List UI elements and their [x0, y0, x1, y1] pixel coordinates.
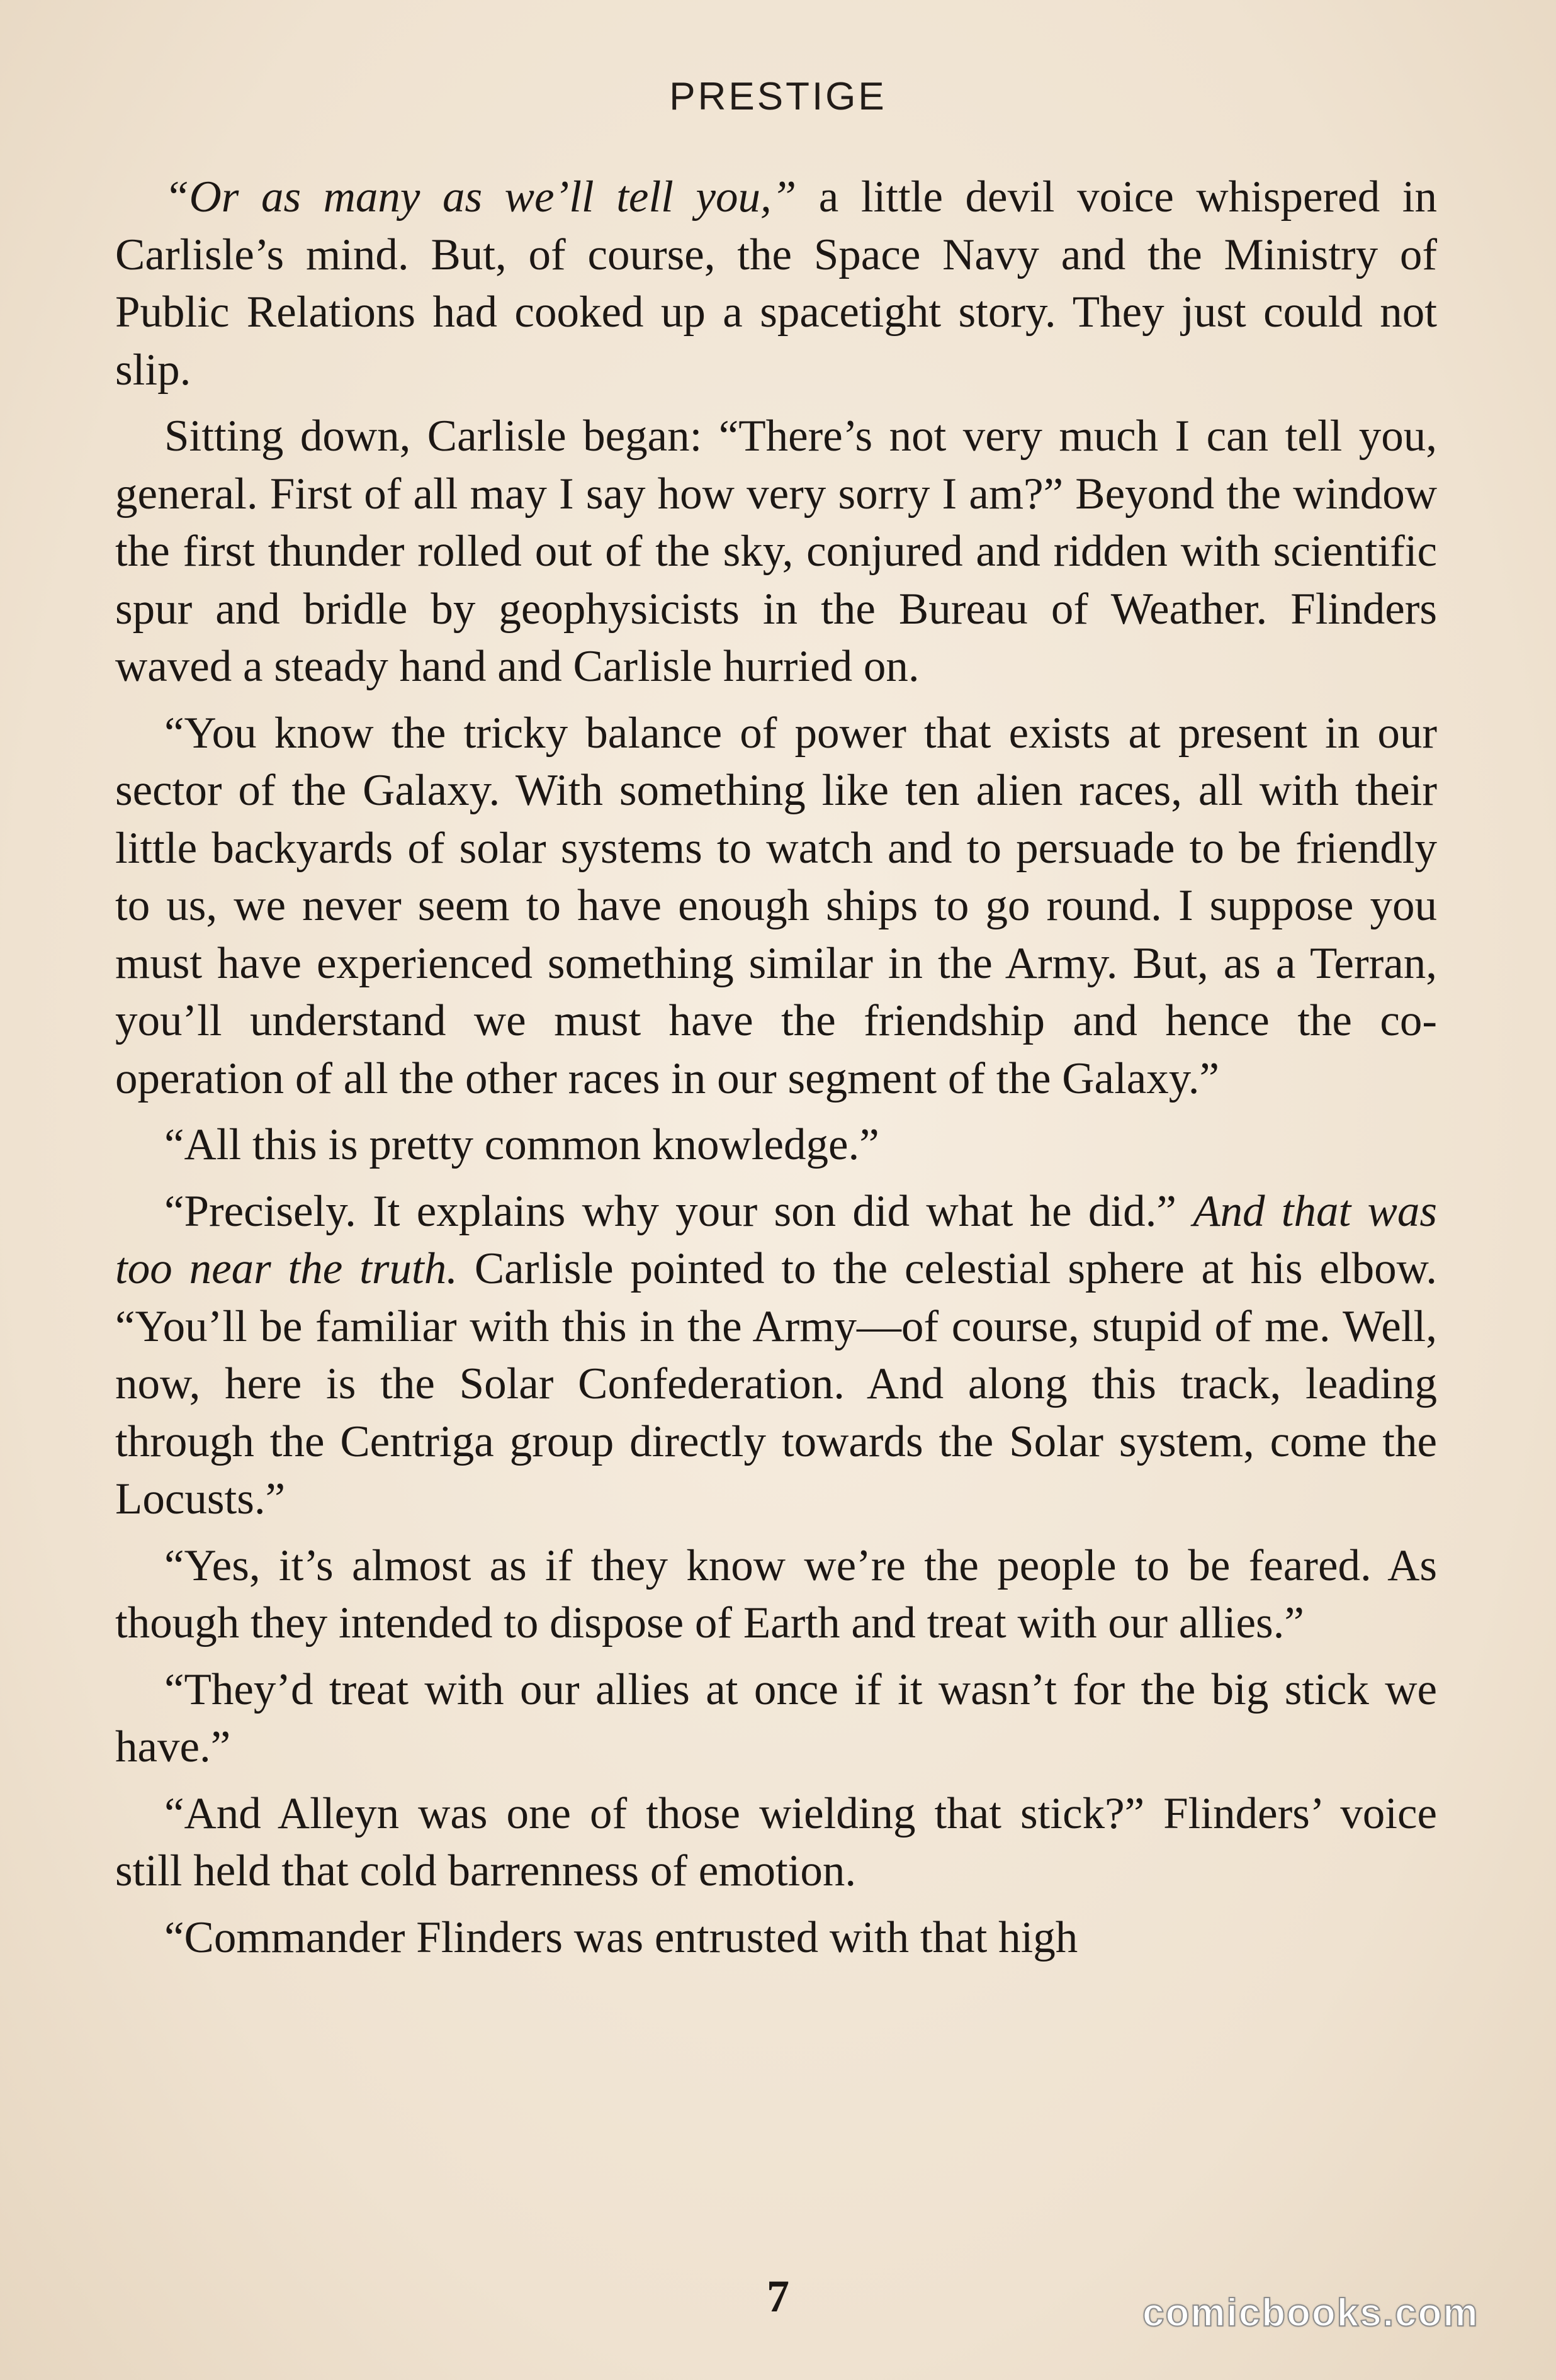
paragraph	[115, 1785, 1437, 1900]
paragraph	[115, 1116, 1437, 1174]
text-run: Carlisle pointed to the celestial sphere at his elbow. “You’ll be familiar with this in the Army—of course, stupid of me. Well, now, here is the Solar Confederation. And along this track, leading through the Centriga group directly towards the Solar system, come the Locusts.”	[115, 1244, 1437, 1524]
paragraph	[115, 1661, 1437, 1777]
paragraph	[115, 705, 1437, 1108]
paragraph	[115, 169, 1437, 399]
watermark: comicbooks.com	[1142, 2291, 1479, 2335]
italic-text: “Or as many as we’ll tell you,”	[164, 172, 797, 222]
text-run: “And Alleyn was one of those wielding that stick?” Flinders’ voice still held that cold barrenness of emotion.	[115, 1788, 1437, 1895]
text-run: “All this is pretty common knowledge.”	[164, 1120, 879, 1169]
paragraph	[115, 1183, 1437, 1529]
page-number: 7	[767, 2271, 789, 2321]
text-run: “They’d treat with our allies at once if it wasn’t for the big stick we have.”	[115, 1664, 1437, 1771]
italic-text: And that was too near the truth.	[115, 1186, 1437, 1293]
paragraph	[115, 1537, 1437, 1653]
paragraph	[115, 1909, 1437, 1967]
paragraph	[115, 408, 1437, 696]
text-run: a little devil voice whispered in Carlisle’s mind. But, of course, the Space Navy and the Ministry of Public Relations had cooked up a spacetight story. They just could not slip.	[115, 172, 1437, 395]
text-run: “Precisely. It explains why your son did what he did.”	[164, 1186, 1193, 1236]
body-text	[115, 169, 1437, 1975]
text-run: “Commander Flinders was entrusted with that high	[164, 1912, 1078, 1962]
text-run: Sitting down, Carlisle began: “There’s not very much I can tell you, general. First of all may I say how very sorry I am?” Beyond the window the first thunder rolled out of the sky, conjured and ridden with scientific spur and bridle by geophysicists in the Bureau of Weather. Flinders waved a steady hand and Carlisle hurried on.	[115, 412, 1437, 691]
running-head: PRESTIGE	[669, 75, 887, 118]
text-run: “Yes, it’s almost as if they know we’re the people to be feared. As though they intended to dispose of Earth and treat with our allies.”	[115, 1541, 1437, 1647]
text-run: “You know the tricky balance of power that exists at present in our sector of the Galaxy. With something like ten alien races, all with their little backyards of solar systems to watch and to persuade to be friendly to us, we never seem to have enough ships to go round. I suppose you must have experienced something similar in the Army. But, as a Terran, you’ll understand we must have the friendship and hence the co-operation of all the other races in our segment of the Galaxy.”	[115, 708, 1437, 1103]
